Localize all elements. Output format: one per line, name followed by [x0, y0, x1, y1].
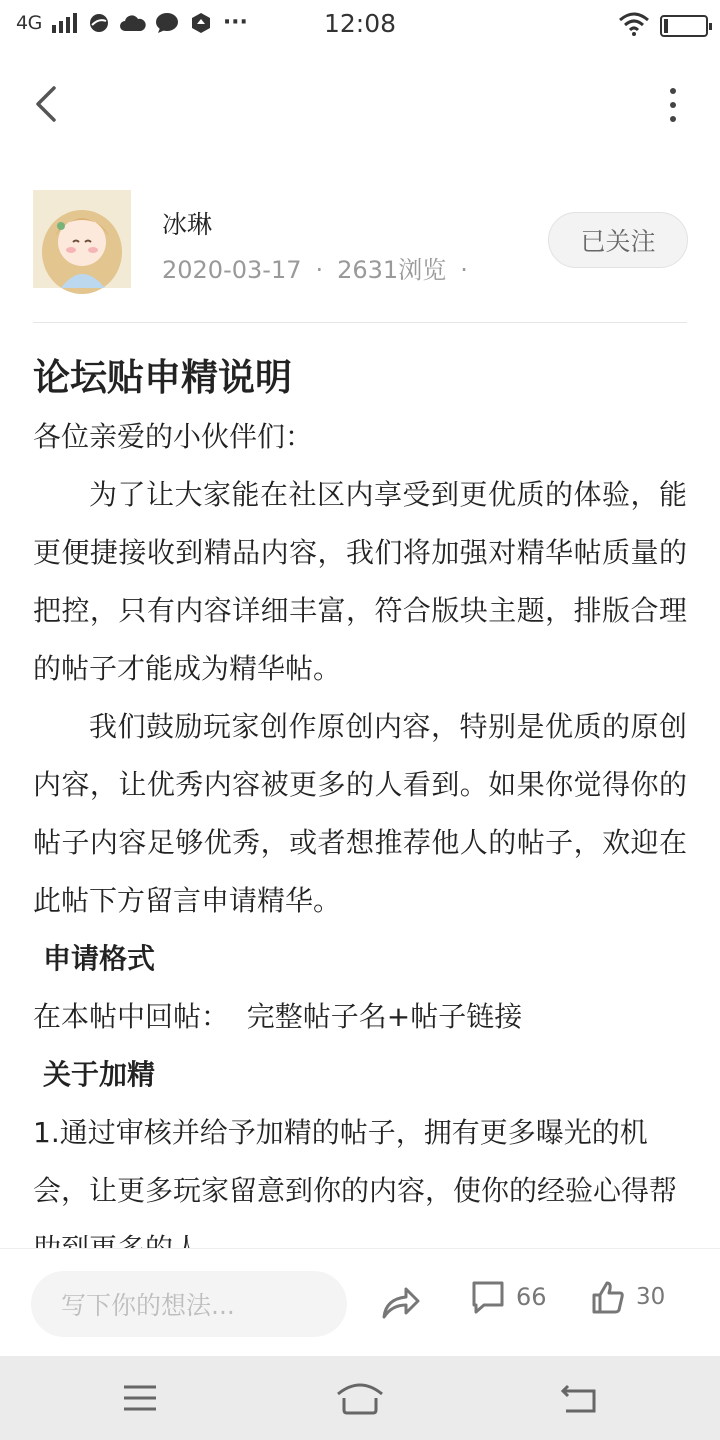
share-button[interactable] [380, 1283, 422, 1321]
system-back-button[interactable] [560, 1382, 598, 1414]
post-title: 论坛贴申精说明 [33, 356, 292, 399]
recent-apps-button[interactable] [122, 1384, 158, 1412]
status-bar [0, 0, 720, 50]
wifi-icon [618, 12, 650, 40]
system-navigation-bar [0, 1356, 720, 1440]
post-greeting: 各位亲爱的小伙伴们： [33, 420, 314, 453]
battery-icon [660, 15, 708, 37]
post-paragraph: 我们鼓励玩家创作原创内容，特别是优质的原创内容，让优秀内容被更多的人看到。如果你觉得你的帖子内容足够优秀，或者想推荐他人的帖子，欢迎在此帖下方留言申请精华。 [33, 710, 687, 917]
action-bar [0, 1248, 720, 1356]
section-heading: 申请格式 [43, 942, 156, 975]
thumbs-up-icon [590, 1279, 626, 1315]
author-name[interactable]: 冰琳 [162, 210, 213, 239]
comment-icon [470, 1279, 506, 1315]
divider [33, 322, 687, 323]
comment-input[interactable]: 写下你的想法... [31, 1271, 347, 1337]
like-count: 30 [636, 1284, 666, 1310]
more-options-button[interactable] [666, 88, 680, 122]
more-dot-icon [670, 88, 676, 94]
follow-button[interactable]: 已关注 [548, 212, 688, 268]
comment-button[interactable] [470, 1279, 547, 1315]
home-button[interactable] [334, 1378, 386, 1416]
return-icon [560, 1382, 598, 1414]
post-date: 2020-03-17 [162, 256, 302, 284]
like-button[interactable] [590, 1279, 665, 1315]
comment-count: 66 [516, 1283, 547, 1311]
network-type: 4G [16, 11, 42, 34]
post-paragraph: 为了让大家能在社区内享受到更优质的体验，能更便捷接收到精品内容，我们将加强对精华帖质量的把控，只有内容详细丰富，符合版块主题，排版合理的帖子才能成为精华帖。 [33, 478, 687, 685]
section-heading: 关于加精 [43, 1058, 156, 1091]
back-button[interactable] [26, 82, 66, 126]
more-dot-icon [670, 102, 676, 108]
chevron-left-icon [34, 86, 58, 122]
post-meta: 2020-03-17 · 2631浏览 · [162, 256, 468, 284]
avatar[interactable] [33, 190, 131, 288]
more-notifications-icon: ··· [222, 10, 248, 35]
more-dot-icon [670, 116, 676, 122]
section-text: 在本帖中回帖： 完整帖子名+帖子链接 [33, 1000, 523, 1033]
section-text: 1.通过审核并给予加精的帖子，拥有更多曝光的机会，让更多玩家留意到你的内容，使你的经验心得帮 [33, 1116, 678, 1207]
menu-icon [122, 1384, 158, 1412]
share-icon [380, 1283, 422, 1321]
home-icon [334, 1378, 386, 1416]
status-time: 12:08 [323, 9, 397, 38]
view-count: 2631浏览 [337, 256, 447, 284]
post-content [33, 348, 687, 1248]
